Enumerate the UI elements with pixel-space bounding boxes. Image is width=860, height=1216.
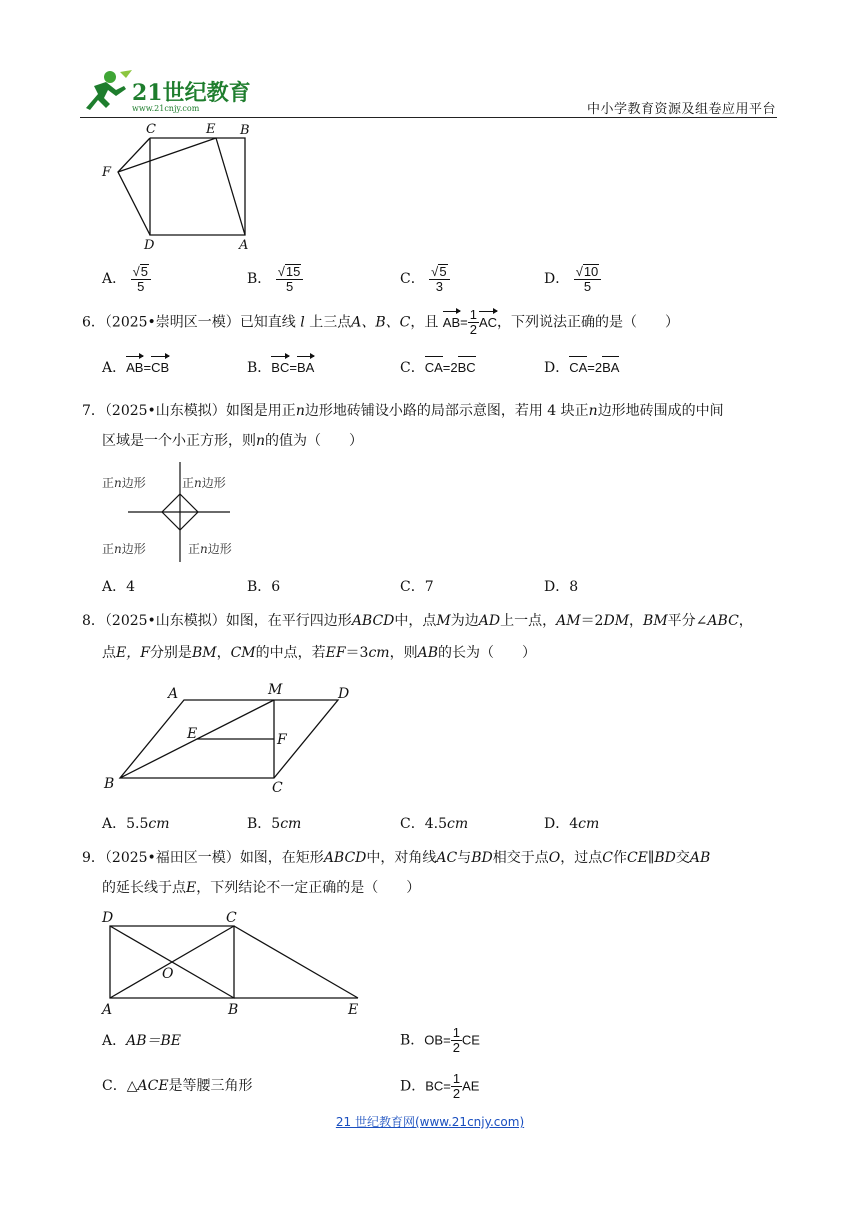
q6-option-a[interactable]: A．AB=CB	[102, 360, 170, 376]
fraction: $\frac{√15}{5}$	[276, 264, 304, 294]
runner-logo-icon	[80, 68, 250, 114]
q5-label-f: F	[102, 165, 112, 180]
fraction: $\frac{√5}{3}$	[429, 264, 449, 294]
svg-text:A: A	[168, 686, 179, 702]
q9-option-a[interactable]: A．AB＝BE	[102, 1033, 182, 1049]
q6-option-b[interactable]: B．BC=BA	[247, 360, 315, 376]
q5-label-b: B	[240, 123, 250, 138]
header-divider	[80, 117, 777, 118]
q6-option-d[interactable]: D．CA=2BA	[544, 360, 620, 376]
logo-url: www.21cnjy.com	[132, 104, 200, 113]
fraction: $\frac{√10}{5}$	[574, 264, 602, 294]
q5-label-e: E	[206, 122, 216, 137]
svg-text:E: E	[348, 1002, 359, 1018]
q9-option-b[interactable]: B．OB= $\frac{1}{2}$ CE	[400, 1025, 480, 1055]
option-letter: B．	[247, 271, 272, 287]
q7-option-a[interactable]: A．4	[102, 579, 136, 595]
svg-text:C: C	[226, 910, 237, 926]
q5-option-d[interactable]	[544, 264, 601, 294]
q6-option-c[interactable]: C．CA=2BC	[400, 360, 476, 376]
vector-ab: AB	[443, 313, 460, 333]
q9-option-d[interactable]: D．BC= $\frac{1}{2}$ AE	[400, 1071, 480, 1101]
svg-text:A: A	[102, 1002, 113, 1018]
q8-option-b[interactable]: B．5cm	[247, 816, 302, 832]
q6-stem: 6．（2025•崇明区一模）已知直线 l 上三点A、B、C，且 AB= $\frac{1}{2}$ AC，下列说法正确的是（ ）	[82, 307, 680, 337]
q5-option-b[interactable]	[247, 264, 303, 294]
svg-text:B: B	[104, 776, 115, 792]
q8-figure	[98, 678, 368, 798]
logo-text: 21世纪教育	[132, 80, 250, 106]
q8-option-c[interactable]: C．4.5cm	[400, 816, 469, 832]
platform-name: 中小学教育资源及组卷应用平台	[586, 102, 776, 117]
q5-option-a[interactable]	[102, 264, 151, 294]
option-letter: D．	[544, 271, 570, 287]
svg-text:D: D	[338, 686, 350, 702]
q7-option-c[interactable]: C．7	[400, 579, 434, 595]
q8-option-a[interactable]: A．5.5cm	[102, 816, 170, 832]
q7-figure	[98, 460, 248, 564]
q9-option-c[interactable]: C．△ACE是等腰三角形	[102, 1078, 253, 1094]
fraction: $\frac{√5}{5}$	[131, 264, 151, 294]
svg-text:正n边形: 正n边形	[188, 542, 232, 556]
svg-text:正n边形: 正n边形	[102, 476, 146, 490]
svg-text:F: F	[277, 732, 287, 748]
svg-text:M: M	[268, 682, 283, 698]
q7-option-d[interactable]: D．8	[544, 579, 579, 595]
q9-stem-line2: 的延长线于点E，下列结论不一定正确的是（ ）	[102, 880, 421, 896]
option-letter: A．	[102, 271, 127, 287]
fraction: $\frac{1}{2}$	[469, 307, 477, 337]
q8-option-d[interactable]: D．4cm	[544, 816, 600, 832]
q5-label-c: C	[146, 122, 156, 137]
svg-text:正n边形: 正n边形	[182, 476, 226, 490]
q9-figure	[98, 906, 368, 1018]
q5-option-c[interactable]	[400, 264, 450, 294]
svg-text:正n边形: 正n边形	[102, 542, 146, 556]
q8-stem-line2: 点E，F分别是BM，CM的中点，若EF＝3cm，则AB的长为（ ）	[102, 645, 536, 661]
q9-stem-line1: 9．（2025•福田区一模）如图，在矩形ABCD中，对角线AC与BD相交于点O，过点C作CE∥BD交AB	[82, 850, 711, 866]
q7-stem-line2: 区域是一个小正方形，则n的值为（ ）	[102, 433, 364, 449]
q8-stem-line1: 8．（2025•山东模拟）如图，在平行四边形ABCD中，点M为边AD上一点，AM＝2DM，BM平分∠ABC，	[82, 613, 753, 629]
q5-label-a: A	[239, 238, 249, 252]
svg-text:C: C	[272, 780, 283, 796]
q7-option-b[interactable]: B．6	[247, 579, 281, 595]
vector-ac: AC	[479, 313, 497, 333]
footer-link[interactable]: 21 世纪教育网(www.21cnjy.com)	[335, 1115, 525, 1129]
q7-stem-line1: 7．（2025•山东模拟）如图是用正n边形地砖铺设小路的局部示意图，若用 4 块正n边形地砖围成的中间	[82, 403, 724, 419]
q5-figure	[98, 120, 258, 252]
header-logo	[80, 68, 250, 114]
option-letter: C．	[400, 271, 425, 287]
svg-text:D: D	[102, 910, 114, 926]
svg-text:B: B	[228, 1002, 239, 1018]
q5-label-d: D	[144, 238, 155, 252]
svg-text:O: O	[162, 966, 174, 982]
svg-text:E: E	[187, 726, 198, 742]
